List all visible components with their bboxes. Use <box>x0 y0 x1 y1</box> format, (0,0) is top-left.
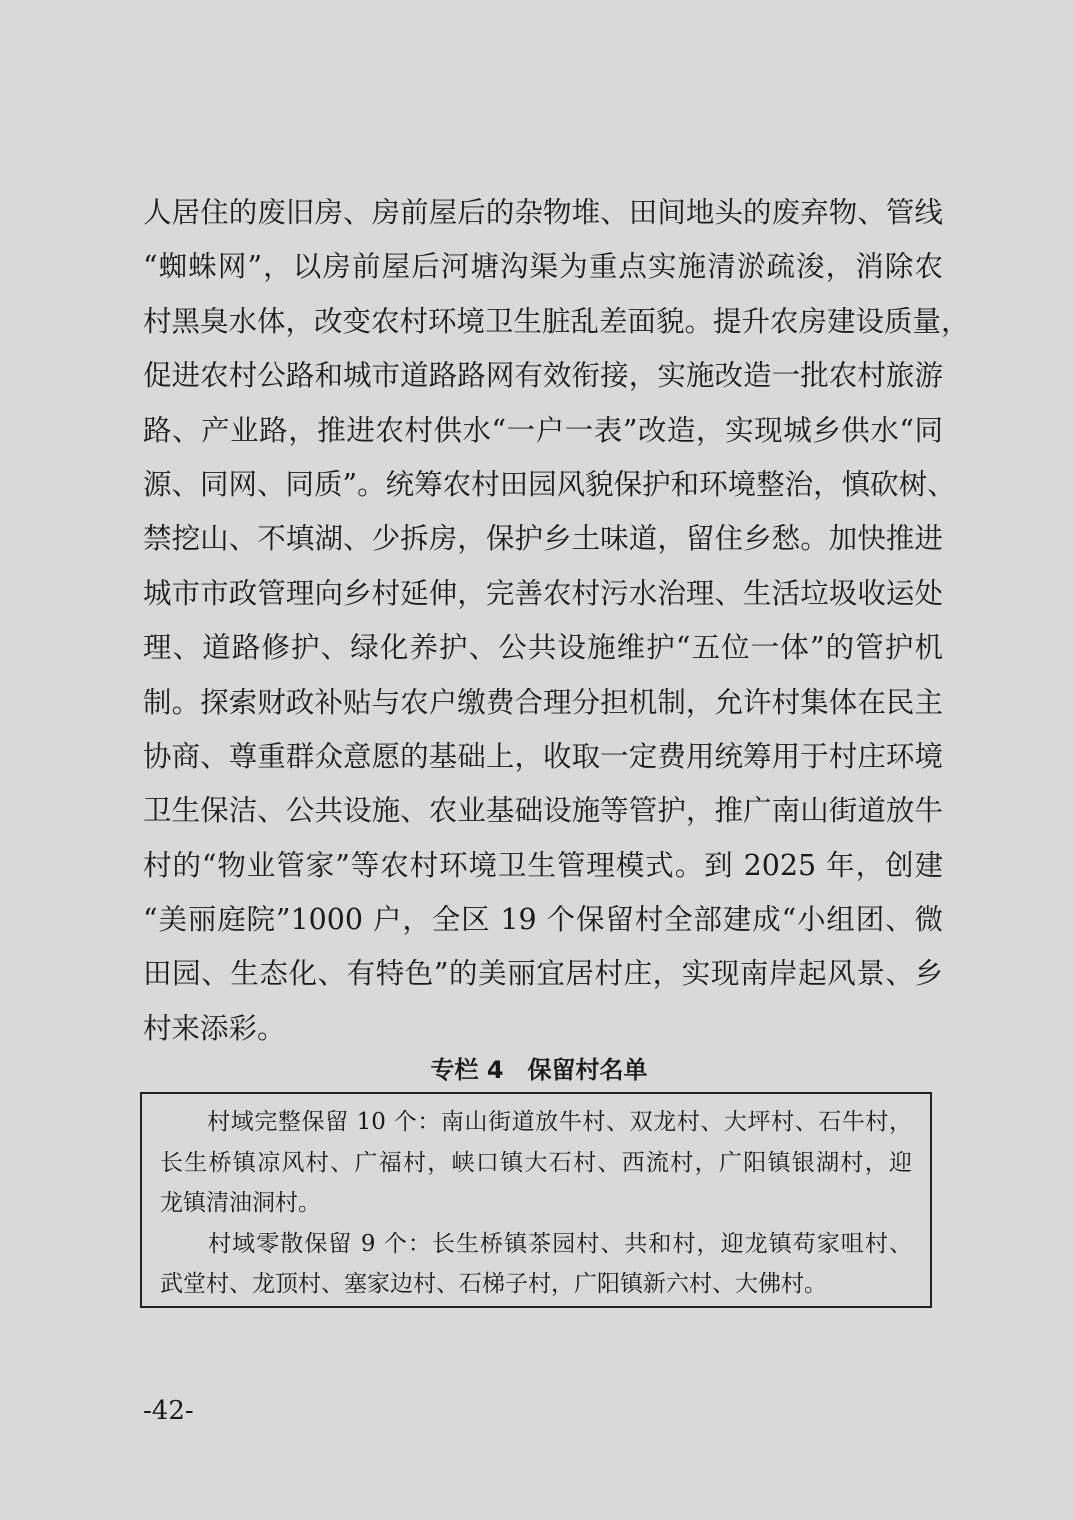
body-line: 理、道路修护、绿化养护、公共设施维护“五位一体”的管护机 <box>143 631 943 665</box>
box-line: 龙镇清油洞村。 <box>160 1190 321 1216</box>
box-line: 武堂村、龙顶村、塞家边村、石梯子村，广阳镇新六村、大佛村。 <box>160 1271 827 1297</box>
body-line: “蜘蛛网”，以房前屋后河塘沟渠为重点实施清淤疏浚，消除农 <box>143 250 943 284</box>
box-title: 专栏 4 保留村名单 <box>430 1056 648 1084</box>
body-line: 村的“物业管家”等农村环境卫生管理模式。到 2025 年，创建 <box>143 848 943 882</box>
retained-villages-box <box>140 1092 932 1308</box>
body-line: 源、同网、同质”。统筹农村田园风貌保护和环境整治，慎砍树、 <box>143 467 956 501</box>
body-line: 协商、尊重群众意愿的基础上，收取一定费用统筹用于村庄环境 <box>143 739 943 773</box>
body-line: 制。探索财政补贴与农户缴费合理分担机制，允许村集体在民主 <box>143 685 943 719</box>
box-line: 长生桥镇凉风村、广福村，峡口镇大石村、西流村，广阳镇银湖村，迎 <box>160 1149 912 1176</box>
body-line: 禁挖山、不填湖、少拆房，保护乡土味道，留住乡愁。加快推进 <box>143 522 943 556</box>
page-number: -42- <box>143 1396 194 1426</box>
body-line: 路、产业路，推进农村供水“一户一表”改造，实现城乡供水“同 <box>143 413 943 447</box>
body-line: 促进农村公路和城市道路路网有效衔接，实施改造一批农村旅游 <box>143 359 943 393</box>
box-line: 村域零散保留 9 个：长生桥镇茶园村、共和村，迎龙镇苟家咀村、 <box>160 1230 912 1257</box>
body-line: 城市市政管理向乡村延伸，完善农村污水治理、生活垃圾收运处 <box>143 576 943 610</box>
body-line: “美丽庭院”1000 户，全区 19 个保留村全部建成“小组团、微 <box>143 903 943 937</box>
body-line: 人居住的废旧房、房前屋后的杂物堆、田间地头的废弃物、管线 <box>143 196 943 229</box>
body-line: 卫生保洁、公共设施、农业基础设施等管护，推广南山街道放牛 <box>143 794 943 828</box>
body-line: 村来添彩。 <box>143 1011 286 1045</box>
body-line: 村黑臭水体，改变农村环境卫生脏乱差面貌。提升农房建设质量， <box>143 304 970 338</box>
body-line: 田园、生态化、有特色”的美丽宜居村庄，实现南岸起风景、乡 <box>143 957 943 991</box>
box-line: 村域完整保留 10 个：南山街道放牛村、双龙村、大坪村、石牛村， <box>160 1109 912 1135</box>
body-paragraph <box>143 186 970 1056</box>
